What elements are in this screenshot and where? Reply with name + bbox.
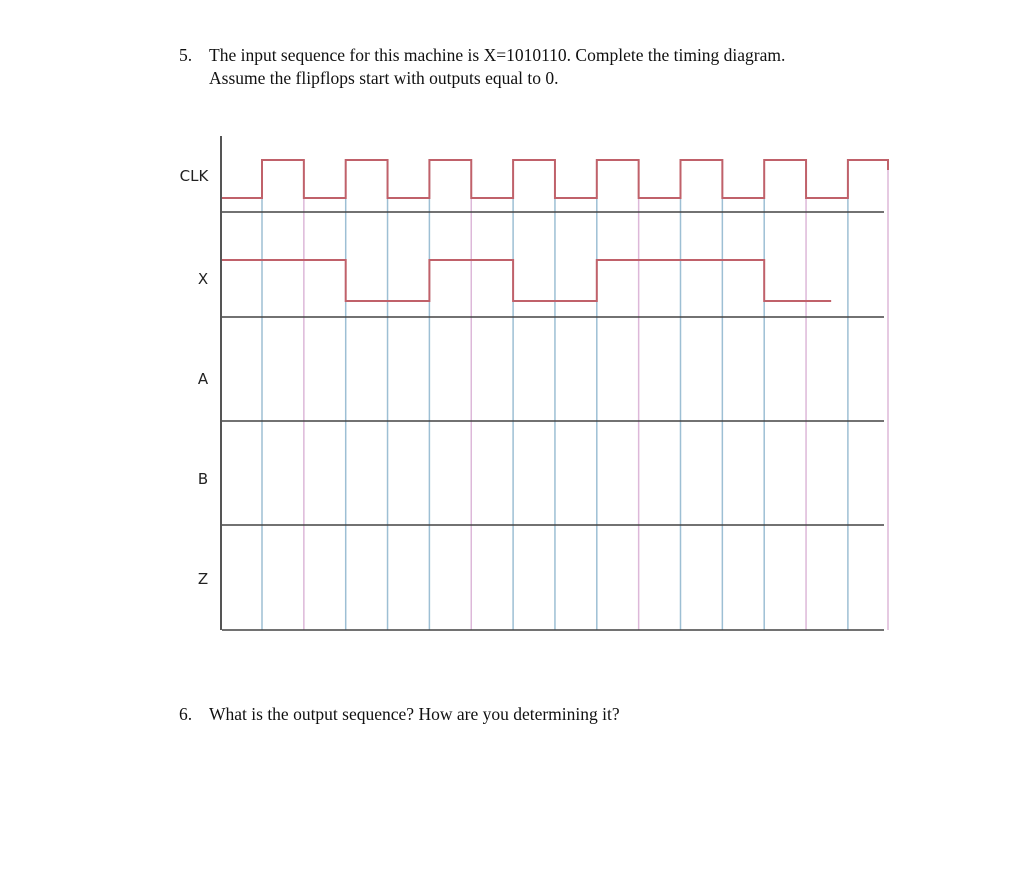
question-5-line-1: The input sequence for this machine is X=1010110. Complete the timing diagram. (209, 45, 786, 65)
question-5-number: 5. (179, 45, 193, 65)
signal-label-a: A (197, 370, 209, 388)
question-6-line-1: What is the output sequence? How are you determining it? (209, 704, 620, 724)
question-5-line-2: Assume the flipflops start with outputs equal to 0. (209, 68, 559, 88)
x-waveform (222, 260, 831, 301)
clk-waveform (222, 160, 888, 198)
signal-label-clk: CLK (179, 167, 209, 185)
signal-label-b: B (197, 470, 209, 488)
signal-labels (180, 167, 210, 588)
timing-grid (262, 160, 888, 630)
question-6-number: 6. (179, 704, 193, 724)
signal-label-x: X (197, 270, 209, 288)
signal-label-z: Z (197, 570, 209, 588)
signal-baselines (222, 212, 884, 630)
